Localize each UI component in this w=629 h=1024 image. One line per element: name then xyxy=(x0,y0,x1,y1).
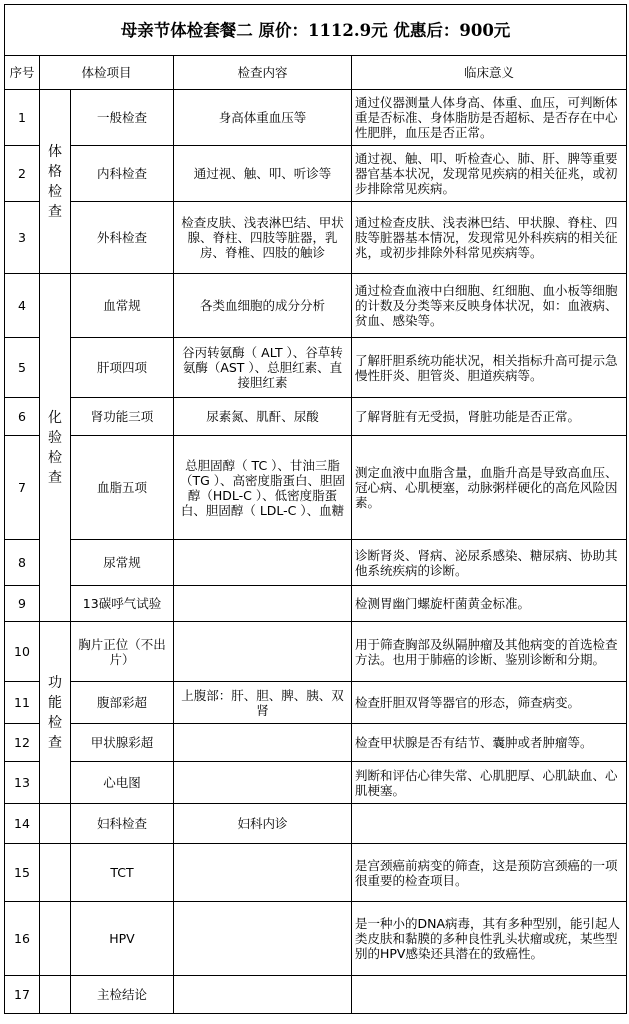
header-content: 检查内容 xyxy=(174,56,352,90)
row-meaning: 判断和评估心律失常、心肌肥厚、心肌缺血、心肌梗塞。 xyxy=(352,762,627,804)
table-row xyxy=(5,146,627,202)
table-row xyxy=(5,202,627,274)
table-row xyxy=(5,398,627,436)
row-no: 11 xyxy=(5,682,40,724)
group-label-physical: 体格检查 xyxy=(40,90,71,274)
row-meaning: 了解肝胆系统功能状况，相关指标升高可提示急慢性肝炎、胆管炎、胆道疾病等。 xyxy=(352,338,627,398)
row-content xyxy=(174,976,352,1014)
header-item: 体检项目 xyxy=(40,56,174,90)
row-meaning xyxy=(352,804,627,844)
row-content: 检查皮肤、浅表淋巴结、甲状腺、脊柱、四肢等脏器，乳房、脊椎、四肢的触诊 xyxy=(174,202,352,274)
row-no: 4 xyxy=(5,274,40,338)
row-no: 17 xyxy=(5,976,40,1014)
row-no: 15 xyxy=(5,844,40,902)
row-content: 总胆固醇（ TC ）、甘油三脂（TG ）、高密度脂蛋白、胆固醇（HDL-C ）、低密度脂蛋白、胆固醇（ LDL-C ）、血糖 xyxy=(174,436,352,540)
row-item: 尿常规 xyxy=(71,540,174,586)
row-item: 血常规 xyxy=(71,274,174,338)
table-row xyxy=(5,622,627,682)
row-no: 2 xyxy=(5,146,40,202)
row-meaning: 检查肝胆双肾等器官的形态，筛查病变。 xyxy=(352,682,627,724)
row-item: 胸片正位（不出片） xyxy=(71,622,174,682)
row-no: 8 xyxy=(5,540,40,586)
row-item: 主检结论 xyxy=(71,976,174,1014)
row-no: 5 xyxy=(5,338,40,398)
row-meaning xyxy=(352,976,627,1014)
row-content: 谷丙转氨酶（ ALT ）、谷草转氨酶（AST ）、总胆红素、直接胆红素 xyxy=(174,338,352,398)
table-row xyxy=(5,844,627,902)
group-label-empty xyxy=(40,902,71,976)
row-content: 身高体重血压等 xyxy=(174,90,352,146)
row-content xyxy=(174,762,352,804)
row-item: 甲状腺彩超 xyxy=(71,724,174,762)
row-no: 1 xyxy=(5,90,40,146)
table-row xyxy=(5,338,627,398)
row-item: 内科检查 xyxy=(71,146,174,202)
row-meaning: 诊断肾炎、肾病、泌尿系感染、糖尿病、协助其他系统疾病的诊断。 xyxy=(352,540,627,586)
header-meaning: 临床意义 xyxy=(352,56,627,90)
row-content xyxy=(174,622,352,682)
row-meaning: 是一种小的DNA病毒，其有多种型别，能引起人类皮肤和黏膜的多种良性乳头状瘤或疣，某些型别的HPV感染还具潜在的致癌性。 xyxy=(352,902,627,976)
row-no: 7 xyxy=(5,436,40,540)
row-item: 腹部彩超 xyxy=(71,682,174,724)
row-no: 6 xyxy=(5,398,40,436)
row-content xyxy=(174,540,352,586)
row-content xyxy=(174,724,352,762)
row-no: 9 xyxy=(5,586,40,622)
row-content: 妇科内诊 xyxy=(174,804,352,844)
group-label-functional: 功能检查 xyxy=(40,622,71,804)
row-item: 血脂五项 xyxy=(71,436,174,540)
row-item: 一般检查 xyxy=(71,90,174,146)
row-content: 尿素氮、肌酐、尿酸 xyxy=(174,398,352,436)
package-title: 母亲节体检套餐二 原价：1112.9元 优惠后：900元 xyxy=(5,5,627,56)
group-label-empty xyxy=(40,804,71,844)
row-meaning: 通过视、触、叩、听检查心、肺、肝、脾等重要器官基本状况，发现常见疾病的相关征兆，或初步排除常见疾病。 xyxy=(352,146,627,202)
row-no: 14 xyxy=(5,804,40,844)
table-row xyxy=(5,762,627,804)
header-row xyxy=(5,56,627,90)
row-item: 肾功能三项 xyxy=(71,398,174,436)
row-meaning: 通过检查皮肤、浅表淋巴结、甲状腺、脊柱、四肢等脏器基本情况，发现常见外科疾病的相关征兆，或初步排除外科常见疾病等。 xyxy=(352,202,627,274)
table-row xyxy=(5,804,627,844)
row-no: 3 xyxy=(5,202,40,274)
row-no: 13 xyxy=(5,762,40,804)
row-meaning: 通过仪器测量人体身高、体重、血压，可判断体重是否标准、身体脂肪是否超标、是否存在中心性肥胖，血压是否正常。 xyxy=(352,90,627,146)
row-meaning: 了解肾脏有无受损，肾脏功能是否正常。 xyxy=(352,398,627,436)
row-meaning: 测定血液中血脂含量，血脂升高是导致高血压、冠心病、心肌梗塞，动脉粥样硬化的高危风险因素。 xyxy=(352,436,627,540)
title-row xyxy=(5,5,627,56)
checkup-package-table xyxy=(4,4,627,1014)
row-meaning: 检测胃幽门螺旋杆菌黄金标准。 xyxy=(352,586,627,622)
row-no: 16 xyxy=(5,902,40,976)
row-content: 各类血细胞的成分分析 xyxy=(174,274,352,338)
group-label-empty xyxy=(40,844,71,902)
row-item: 13碳呼气试验 xyxy=(71,586,174,622)
row-content: 通过视、触、叩、听诊等 xyxy=(174,146,352,202)
row-no: 12 xyxy=(5,724,40,762)
row-meaning: 用于筛查胸部及纵隔肿瘤及其他病变的首选检查方法。也用于肺癌的诊断、鉴别诊断和分期。 xyxy=(352,622,627,682)
group-label-empty xyxy=(40,976,71,1014)
row-item: TCT xyxy=(71,844,174,902)
row-content xyxy=(174,586,352,622)
row-content xyxy=(174,902,352,976)
row-content: 上腹部：肝、胆、脾、胰、双肾 xyxy=(174,682,352,724)
table-row xyxy=(5,274,627,338)
table-row xyxy=(5,586,627,622)
table-row xyxy=(5,682,627,724)
row-meaning: 检查甲状腺是否有结节、囊肿或者肿瘤等。 xyxy=(352,724,627,762)
row-meaning: 是宫颈癌前病变的筛查，这是预防宫颈癌的一项很重要的检查项目。 xyxy=(352,844,627,902)
row-item: HPV xyxy=(71,902,174,976)
row-item: 外科检查 xyxy=(71,202,174,274)
row-item: 肝项四项 xyxy=(71,338,174,398)
row-meaning: 通过检查血液中白细胞、红细胞、血小板等细胞的计数及分类等来反映身体状况，如：血液病、贫血、感染等。 xyxy=(352,274,627,338)
row-content xyxy=(174,844,352,902)
group-label-lab: 化验检查 xyxy=(40,274,71,622)
row-no: 10 xyxy=(5,622,40,682)
table-row xyxy=(5,90,627,146)
row-item: 心电图 xyxy=(71,762,174,804)
table-row xyxy=(5,976,627,1014)
table-row xyxy=(5,436,627,540)
header-no: 序号 xyxy=(5,56,40,90)
table-row xyxy=(5,540,627,586)
table-row xyxy=(5,902,627,976)
row-item: 妇科检查 xyxy=(71,804,174,844)
table-row xyxy=(5,724,627,762)
